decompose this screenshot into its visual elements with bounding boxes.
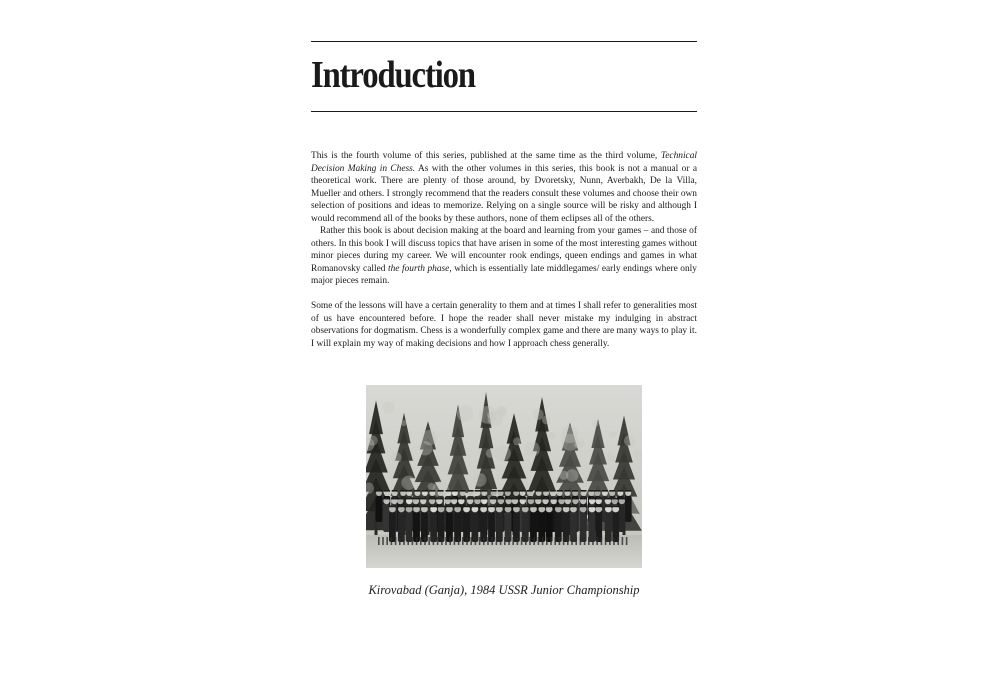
paragraph-3: Some of the lessons will have a certain generality to them and at times I shall refer to generalities most of us have encountered before. I hope the reader shall never mistake my indulging in abstract observations for dogmatism. Chess is a wonderfully complex game and there are many ways to play it. I will explain my way of making decisions and how I approach chess generally. (311, 301, 697, 349)
paragraph-1: This is the fourth volume of this series, published at the same time as the third volume, Technical Decision Making in Chess. As with the other volumes in this series, this book is not a manual or a theoretical work. There are plenty of those around, by Dvoretsky, Nunn, Averbakh, De la Villa, Mueller and others. I strongly recommend that the readers consult these volumes and choose their own selection of positions and ideas to memorize. Relying on a single source will be risky and although I would recommend all of the books by these authors, none of them eclipses all of the others. (311, 151, 697, 224)
paragraph-2: Rather this book is about decision making at the board and learning from your games – and those of others. In this book I will discuss topics that have arisen in some of the most interesting games without minor pieces during my career. We will encounter rook endings, queen endings and games in what Romanovsky called the fourth phase, which is essentially late middlegames/ early endings where only major pieces remain. (311, 226, 697, 286)
body-text (311, 150, 697, 350)
group-photo (366, 385, 642, 568)
book-title-emphasis: Technical Decision Making in Chess. (311, 151, 697, 174)
top-rule (311, 41, 697, 42)
photo-caption: Kirovabad (Ganja), 1984 USSR Junior Championship (368, 583, 640, 597)
chapter-title: Introduction (311, 54, 475, 96)
bottom-rule (311, 111, 697, 112)
term-emphasis: the fourth phase, (387, 263, 452, 274)
